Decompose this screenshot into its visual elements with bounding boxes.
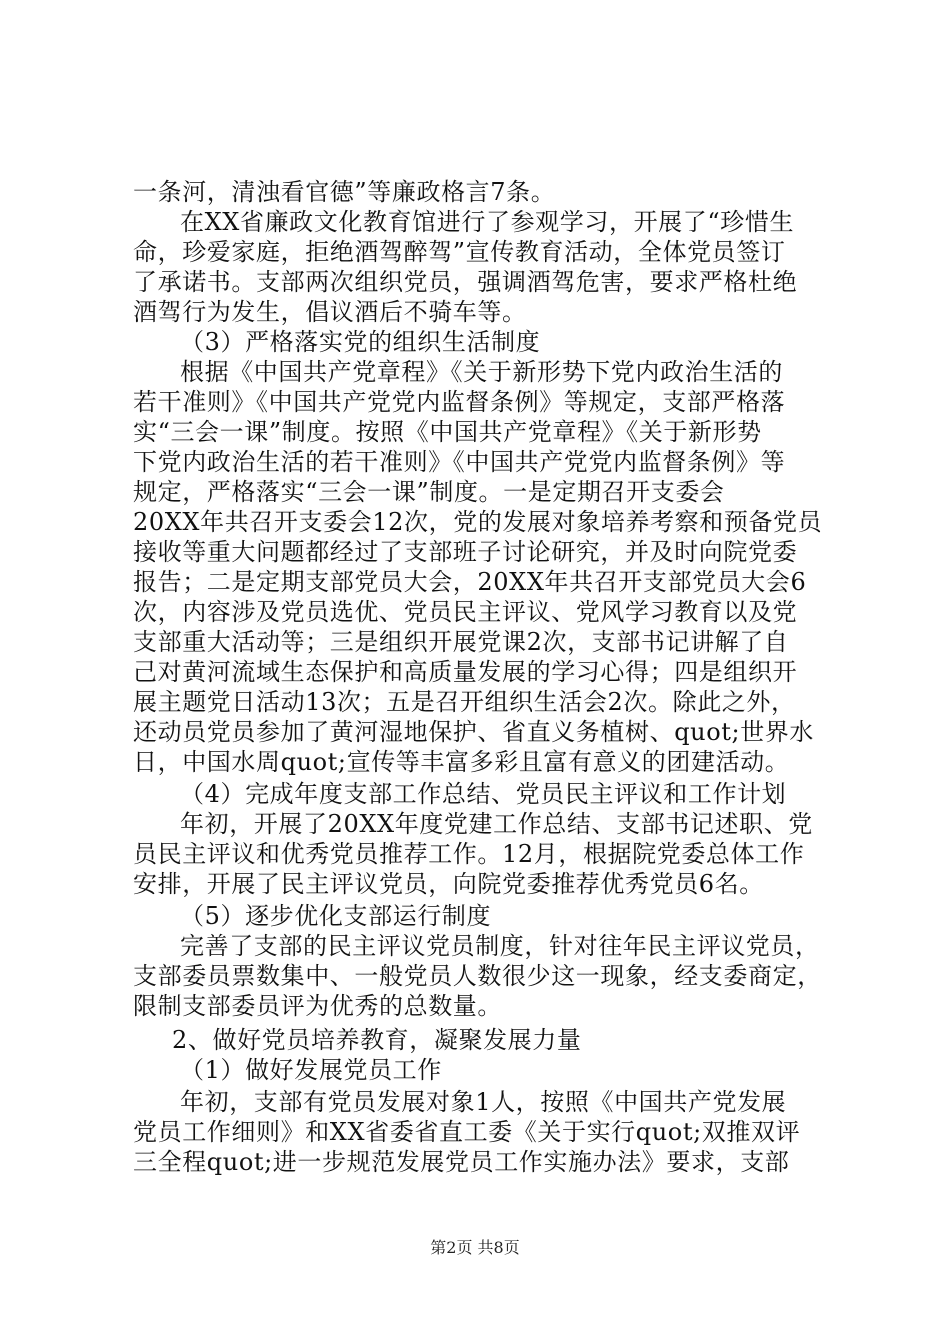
text-line: 接收等重大问题都经过了支部班子讨论研究，并及时向院党委	[133, 538, 798, 566]
text-line: 三全程quot;进一步规范发展党员工作实施办法》要求，支部	[133, 1148, 790, 1176]
text-line: 安排，开展了民主评议党员，向院党委推荐优秀党员6名。	[133, 870, 764, 898]
text-line: 实“三会一课”制度。按照《中国共产党章程》《关于新形势	[133, 418, 762, 446]
section-heading: （4）完成年度支部工作总结、党员民主评议和工作计划	[180, 780, 787, 808]
section-heading: 2、做好党员培养教育，凝聚发展力量	[172, 1026, 582, 1054]
text-line: 限制支部委员评为优秀的总数量。	[133, 992, 502, 1020]
text-line: 下党内政治生活的若干准则》《中国共产党党内监督条例》等	[133, 448, 786, 476]
text-line: 规定，严格落实“三会一课”制度。一是定期召开支委会	[133, 478, 725, 506]
text-line: 20XX年共召开支委会12次，党的发展对象培养考察和预备党员	[133, 508, 823, 536]
text-line: 了承诺书。支部两次组织党员，强调酒驾危害，要求严格杜绝	[133, 268, 798, 296]
text-line: 党员工作细则》和XX省委省直工委《关于实行quot;双推双评	[133, 1118, 801, 1146]
text-line: 酒驾行为发生，倡议酒后不骑车等。	[133, 298, 527, 326]
text-line: 一条河，清浊看官德”等廉政格言7条。	[133, 178, 556, 206]
section-heading: （3）严格落实党的组织生活制度	[180, 328, 541, 356]
text-line: 员民主评议和优秀党员推荐工作。12月，根据院党委总体工作	[133, 840, 805, 868]
text-line: 在XX省廉政文化教育馆进行了参观学习，开展了“珍惜生	[180, 208, 795, 236]
text-line: 支部重大活动等；三是组织开展党课2次，支部书记讲解了自	[133, 628, 789, 656]
page-number-footer: 第2页 共8页	[430, 1238, 520, 1257]
text-line: 日，中国水周quot;宣传等丰富多彩且富有意义的团建活动。	[133, 748, 790, 776]
text-line: 支部委员票数集中、一般党员人数很少这一现象，经支委商定，	[133, 962, 822, 990]
text-line: 己对黄河流域生态保护和高质量发展的学习心得；四是组织开	[133, 658, 798, 686]
text-line: 完善了支部的民主评议党员制度，针对往年民主评议党员，	[180, 932, 820, 960]
text-line: 次，内容涉及党员选优、党员民主评议、党风学习教育以及党	[133, 598, 798, 626]
section-heading: （5）逐步优化支部运行制度	[180, 902, 492, 930]
section-heading: （1）做好发展党员工作	[180, 1056, 442, 1084]
text-line: 若干准则》《中国共产党党内监督条例》等规定，支部严格落	[133, 388, 786, 416]
text-line: 展主题党日活动13次；五是召开组织生活会2次。除此之外，	[133, 688, 796, 716]
text-line: 还动员党员参加了黄河湿地保护、省直义务植树、quot;世界水	[133, 718, 814, 746]
text-line: 根据《中国共产党章程》《关于新形势下党内政治生活的	[180, 358, 783, 386]
text-line: 年初，支部有党员发展对象1人，按照《中国共产党发展	[180, 1088, 787, 1116]
text-line: 命，珍爱家庭，拒绝酒驾醉驾”宣传教育活动，全体党员签订	[133, 238, 786, 266]
text-line: 报告；二是定期支部党员大会，20XX年共召开支部党员大会6	[133, 568, 807, 596]
text-line: 年初，开展了20XX年度党建工作总结、支部书记述职、党	[180, 810, 813, 838]
